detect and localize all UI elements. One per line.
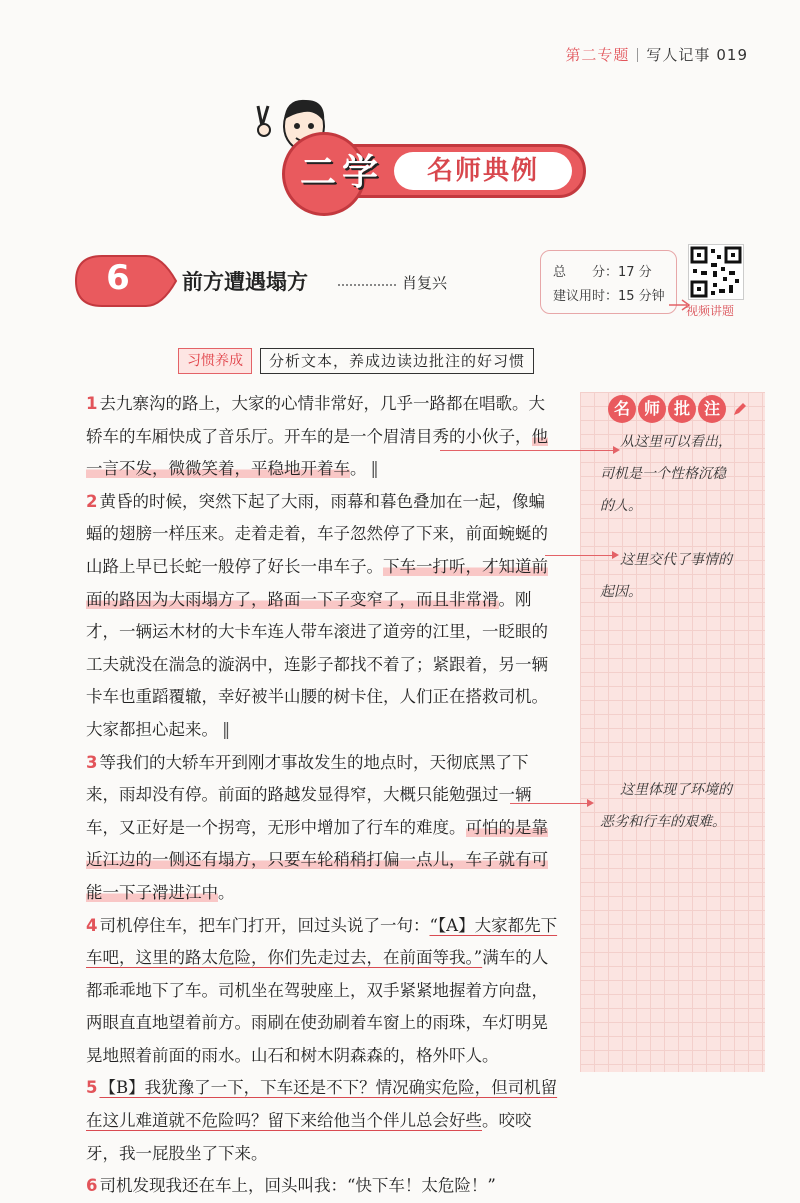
paragraph-2 (86, 486, 560, 747)
running-header (565, 44, 748, 65)
header-divider (637, 48, 638, 62)
annotation-note: 起因。 (600, 584, 642, 600)
pen-icon (732, 401, 748, 417)
section-banner (232, 92, 592, 212)
paragraph-number: 5 (86, 1078, 98, 1098)
lesson-author: 肖复兴 (402, 274, 448, 292)
info-box (540, 250, 677, 314)
paragraph-4 (86, 910, 560, 1073)
title-dots (338, 284, 396, 286)
paragraph-5 (86, 1072, 560, 1170)
sidebar-title (608, 394, 748, 424)
underlined-text: “【A】大家都先下车吧，这里的路太危险，你们先走过去，在前面等我。” (86, 915, 558, 968)
section-label: 第二专题 (565, 46, 630, 64)
paragraph-6 (86, 1170, 560, 1203)
paragraph-text: 。 (218, 882, 235, 902)
paragraph-number: 3 (86, 752, 98, 772)
annotation-note: 司机是一个性格沉稳 (600, 466, 726, 482)
paragraph-number: 6 (86, 1176, 98, 1196)
annotation-note: 从这里可以看出， (620, 434, 732, 450)
section-mark: ‖ (222, 719, 231, 739)
time-text: 建议用时：15 分钟 (553, 289, 665, 304)
annotation-note: 的人。 (600, 498, 642, 514)
paragraph-1 (86, 388, 560, 486)
paragraph-text: 司机停住车，把车门打开，回过头说了一句： (99, 915, 430, 935)
banner-step: 二学 (300, 152, 385, 193)
paragraph-number: 1 (86, 394, 98, 413)
highlighted-text: 可怕的是靠近江边的一侧还有塌方，只要车轮稍稍打偏一点儿，车子就有可能一下子滑进江中 (86, 817, 548, 902)
paragraph-text: 黄昏的时候，突然下起了大雨，雨幕和暮色叠加在一起，像蝙蝠的翅膀一样压来。走着走着，车子忽然停了下来，前面蜿蜒的山路上早已长蛇一般停了好长一串车子。 (86, 491, 548, 576)
highlighted-text: 他一言不发，微微笑着，平稳地开着车 (86, 426, 548, 479)
habit-tag: 习惯养成 (178, 348, 252, 374)
passage (86, 388, 560, 1203)
section-title: 写人记事 (646, 46, 711, 64)
paragraph-text: 。咬咬牙，我一屁股坐了下来。 (86, 1111, 532, 1163)
paragraph-number: 2 (86, 491, 98, 511)
annotation-note: 恶劣和行车的艰难。 (600, 814, 726, 830)
qr-caption: 视频讲题 (686, 304, 735, 318)
score-text: 总 分：17 分 (553, 265, 652, 280)
paragraph-text: 。刚才，一辆运木材的大卡车连人带车滚进了道旁的江里，一眨眼的工夫就没在湍急的漩涡中，连影子都找不着了；紧跟着，另一辆卡车也重蹈覆辙，幸好被半山腰的树卡住，人们正在搭救司机。大家都担心起来。 (86, 589, 548, 739)
paragraph-text: 。 (350, 459, 367, 479)
sidebar-title-char: 名 (608, 395, 636, 423)
paragraph-text: 去九寨沟的路上，大家的心情非常好，几乎一路都在唱歌。大轿车的车厢快成了音乐厅。开车的是一个眉清目秀的小伙子， (86, 394, 545, 446)
paragraph-text: 等我们的大轿车开到刚才事故发生的地点时，天彻底黑了下来，雨却没有停。前面的路越发显得窄，大概只能勉强过一辆车，又正好是一个拐弯，无形中增加了行车的难度。 (86, 752, 532, 837)
paragraph-text: 司机发现我还在车上，回头叫我：“快下车！太危险！” (99, 1176, 496, 1196)
qr-code-icon[interactable] (688, 244, 744, 300)
sidebar-title-char: 批 (668, 395, 696, 423)
highlighted-text: 下车一打听，才知道前面的路因为大雨塌方了，路面一下子变窄了，而且非常滑 (86, 556, 548, 609)
section-mark: ‖ (370, 459, 379, 479)
annotation-note: 这里交代了事情的 (620, 552, 732, 568)
banner-label: 名师典例 (394, 152, 572, 190)
sidebar-title-char: 注 (698, 395, 726, 423)
habit-text: 分析文本，养成边读边批注的好习惯 (260, 348, 534, 374)
paragraph-3 (86, 747, 560, 910)
habit-row (178, 348, 534, 374)
page-number: 019 (716, 46, 748, 64)
underlined-text: 【B】我犹豫了一下，下车还是不下？情况确实危险，但司机留在这儿难道就不危险吗？留下来给他当个伴儿总会好些 (86, 1078, 558, 1131)
lesson-title: 前方遭遇塌方 (182, 270, 308, 294)
paragraph-text: 满车的人都乖乖地下了车。司机坐在驾驶座上，双手紧紧地握着方向盘，两眼直直地望着前方。雨刷在使劲刷着车窗上的雨珠，车灯明晃晃地照着前面的雨水。山石和树木阴森森的，格外吓人。 (86, 948, 549, 1065)
sidebar-title-char: 师 (638, 395, 666, 423)
lesson-number: 6 (106, 258, 130, 298)
annotation-note: 这里体现了环境的 (620, 782, 732, 798)
paragraph-number: 4 (86, 915, 98, 935)
